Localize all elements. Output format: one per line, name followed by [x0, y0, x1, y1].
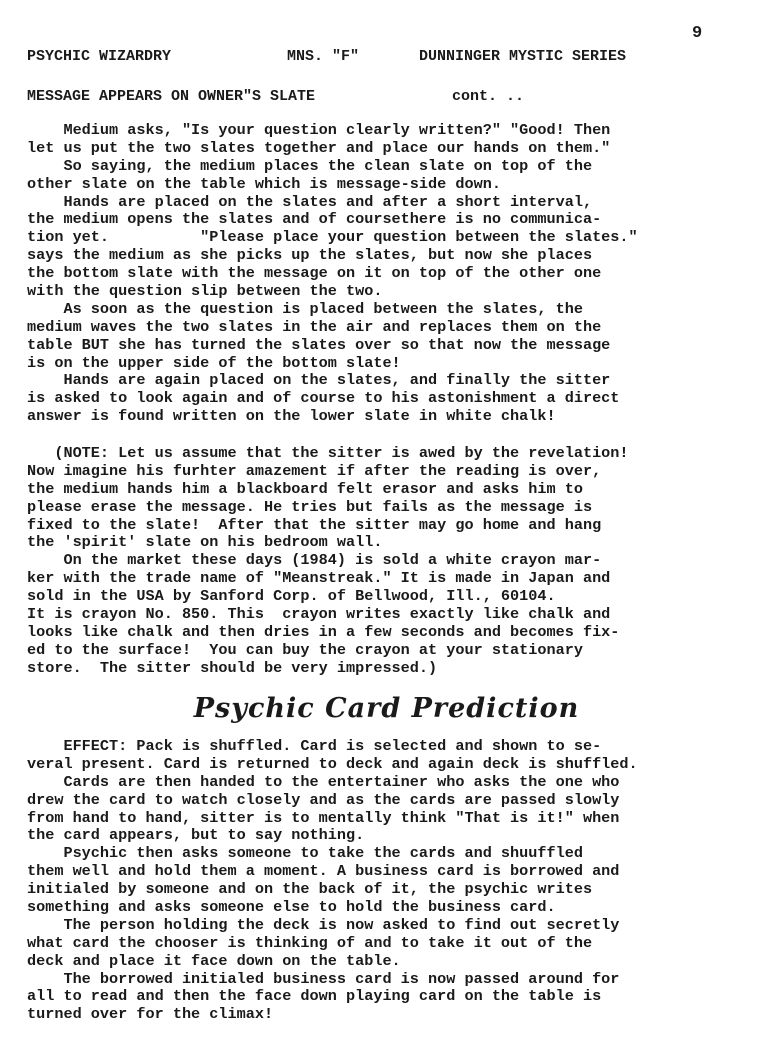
text-line: says the medium as she picks up the slates, but now she places — [27, 246, 593, 265]
text-line: is on the upper side of the bottom slate! — [27, 353, 401, 372]
text-line: ed to the surface! You can buy the crayon at your stationary — [27, 640, 583, 659]
text-line: initialed by someone and on the back of it, the psychic writes — [27, 880, 593, 899]
text-line: As soon as the question is placed between the slates, the — [27, 299, 583, 318]
text-line: please erase the message. He tries but fails as the message is — [27, 497, 593, 516]
text-line: On the market these days (1984) is sold a white crayon mar- — [27, 551, 602, 570]
text-line: The borrowed initialed business card is now passed around for — [27, 969, 620, 988]
text-line: Cards are then handed to the entertainer who asks the one who — [27, 772, 620, 791]
text-line: something and asks someone else to hold the business card. — [27, 898, 556, 917]
slate-method-section — [27, 122, 762, 426]
text-line: is asked to look again and of course to his astonishment a direct — [27, 389, 620, 408]
text-line: medium waves the two slates in the air and replaces them on the — [27, 317, 602, 336]
text-line: the bottom slate with the message on it on top of the other one — [27, 264, 602, 283]
text-line: ker with the trade name of "Meanstreak." It is made in Japan and — [27, 569, 611, 588]
article-title: MESSAGE APPEARS ON OWNER"S SLATE — [27, 88, 316, 105]
text-line: from hand to hand, sitter is to mentally think "That is it!" when — [27, 808, 620, 827]
header-series-name: DUNNINGER MYSTIC SERIES — [419, 48, 627, 65]
page-number: 9 — [692, 24, 703, 43]
text-line: sold in the USA by Sanford Corp. of Bellwood, Ill., 60104. — [27, 587, 556, 606]
header-series-title: PSYCHIC WIZARDRY — [27, 48, 172, 65]
text-line: The person holding the deck is now asked to find out secretly — [27, 915, 620, 934]
text-line: drew the card to watch closely and as the cards are passed slowly — [27, 790, 620, 809]
text-line: store. The sitter should be very impressed.) — [27, 658, 438, 677]
header-manuscript: MNS. "F" — [287, 48, 360, 65]
text-line: with the question slip between the two. — [27, 282, 383, 301]
text-line: them well and hold them a moment. A business card is borrowed and — [27, 862, 620, 881]
section-title: Psychic Card Prediction — [193, 693, 580, 724]
text-line: Medium asks, "Is your question clearly written?" "Good! Then — [27, 121, 611, 139]
text-line: the 'spirit' slate on his bedroom wall. — [27, 533, 383, 552]
text-line: tion yet. "Please place your question between the slates." — [27, 228, 638, 247]
text-line: other slate on the table which is message-side down. — [27, 174, 501, 193]
text-line: Psychic then asks someone to take the cards and shuuffled — [27, 844, 583, 863]
text-line: veral present. Card is returned to deck and again deck is shuffled. — [27, 754, 638, 773]
note-section — [27, 445, 762, 678]
text-line: (NOTE: Let us assume that the sitter is awed by the revelation! — [27, 444, 629, 462]
text-line: what card the chooser is thinking of and to take it out of the — [27, 933, 593, 952]
text-line: deck and place it face down on the table. — [27, 951, 401, 970]
text-line: So saying, the medium places the clean slate on top of the — [27, 156, 593, 175]
text-line: Hands are placed on the slates and after a short interval, — [27, 192, 593, 211]
text-line: the medium opens the slates and of coursethere is no communica- — [27, 210, 602, 229]
text-line: It is crayon No. 850. This crayon writes exactly like chalk and — [27, 605, 611, 624]
text-line: fixed to the slate! After that the sitter may go home and hang — [27, 515, 602, 534]
text-line: let us put the two slates together and place our hands on them." — [27, 138, 611, 157]
text-line: table BUT she has turned the slates over so that now the message — [27, 335, 611, 354]
text-line: looks like chalk and then dries in a few seconds and becomes fix- — [27, 622, 620, 641]
text-line: Now imagine his furhter amazement if after the reading is over, — [27, 461, 602, 480]
continued-label: cont. .. — [452, 88, 525, 105]
text-line: the card appears, but to say nothing. — [27, 826, 365, 845]
text-line: Hands are again placed on the slates, and finally the sitter — [27, 371, 611, 390]
card-prediction-section — [27, 738, 762, 1024]
text-line: the medium hands him a blackboard felt erasor and asks him to — [27, 479, 583, 498]
text-line: EFFECT: Pack is shuffled. Card is selected and shown to se- — [27, 737, 602, 755]
text-line: all to read and then the face down playing card on the table is — [27, 987, 602, 1006]
text-line: answer is found written on the lower slate in white chalk! — [27, 407, 556, 426]
text-line: turned over for the climax! — [27, 1005, 274, 1024]
